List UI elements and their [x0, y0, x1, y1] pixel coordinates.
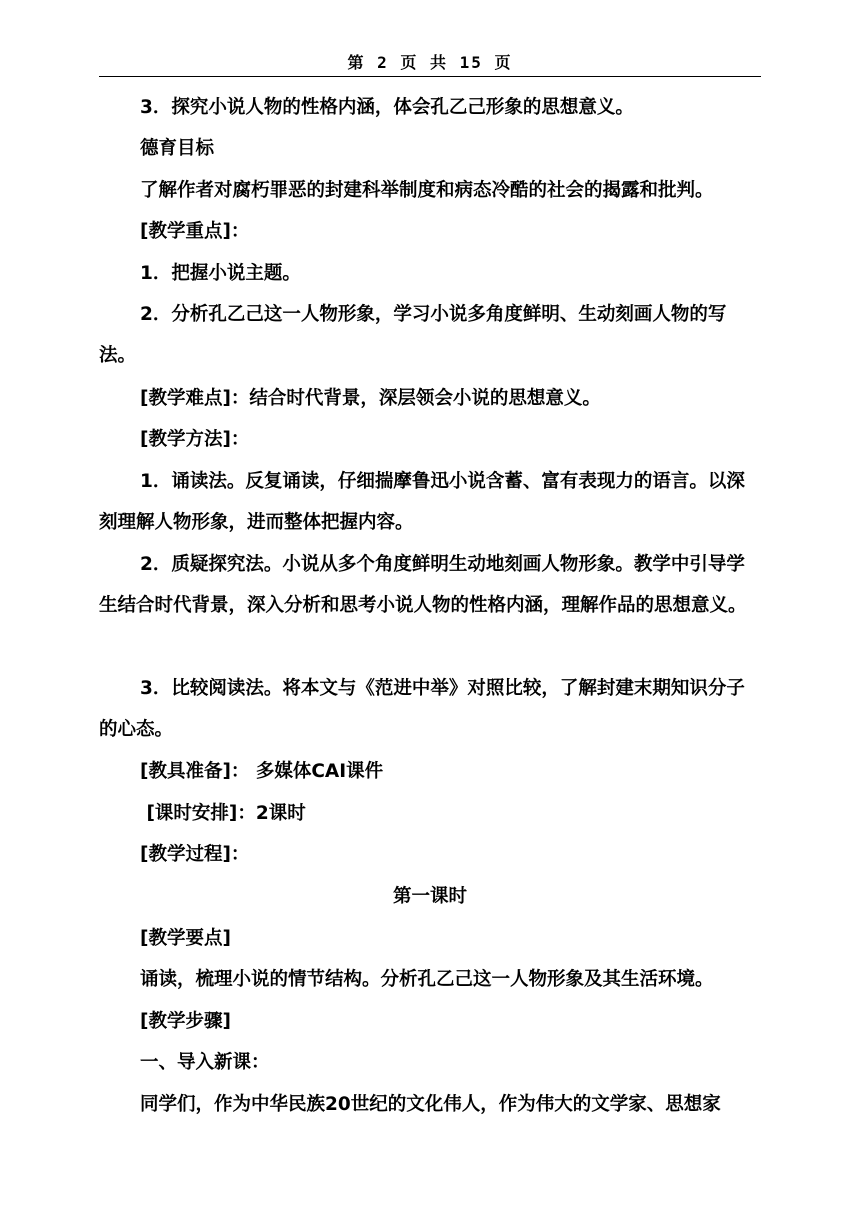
moral-objective-heading: 德育目标: [140, 138, 215, 159]
teaching-focus-2: 2．分析孔乙己这一人物形象，学习小说多角度鲜明、生动刻画人物的写法。: [99, 304, 727, 366]
teaching-process-heading: [教学过程]：: [140, 844, 250, 865]
teaching-points-heading: [教学要点]: [140, 928, 231, 949]
teaching-method-2: 2．质疑探究法。小说从多个角度鲜明生动地刻画人物形象。教学中引导学生结合时代背景，深入分析和思考小说人物的性格内涵，理解作品的思想意义。: [99, 554, 747, 616]
first-lesson-title: 第一课时: [392, 886, 467, 907]
teaching-difficulty: [教学难点]：结合时代背景，深层领会小说的思想意义。: [140, 388, 601, 409]
teaching-method-heading: [教学方法]：: [140, 429, 250, 450]
header-divider: [99, 76, 761, 77]
step-1-heading: 一、导入新课：: [140, 1052, 270, 1073]
teaching-focus-heading: [教学重点]：: [140, 221, 250, 242]
teaching-method-3: 3．比较阅读法。将本文与《范进中举》对照比较，了解封建末期知识分子的心态。: [99, 678, 745, 740]
class-schedule: [课时安排]：2课时: [140, 803, 306, 824]
objective-3: 3．探究小说人物的性格内涵，体会孔乙己形象的思想意义。: [140, 97, 634, 118]
teaching-method-1: 1．诵读法。反复诵读，仔细揣摩鲁迅小说含蓄、富有表现力的语言。以深刻理解人物形象，进而整体把握内容。: [99, 471, 745, 533]
teaching-tools: [教具准备]： 多媒体CAI课件: [140, 761, 384, 782]
page-header: 第 2 页 共 15 页: [347, 53, 513, 72]
moral-objective-text: 了解作者对腐朽罪恶的封建科举制度和病态冷酷的社会的揭露和批判。: [140, 180, 714, 201]
teaching-focus-1: 1．把握小说主题。: [140, 263, 301, 284]
teaching-points-text: 诵读，梳理小说的情节结构。分析孔乙己这一人物形象及其生活环境。: [140, 969, 714, 990]
teaching-steps-heading: [教学步骤]: [140, 1011, 231, 1032]
intro-paragraph: 同学们，作为中华民族20世纪的文化伟人，作为伟大的文学家、思想家: [140, 1094, 721, 1115]
